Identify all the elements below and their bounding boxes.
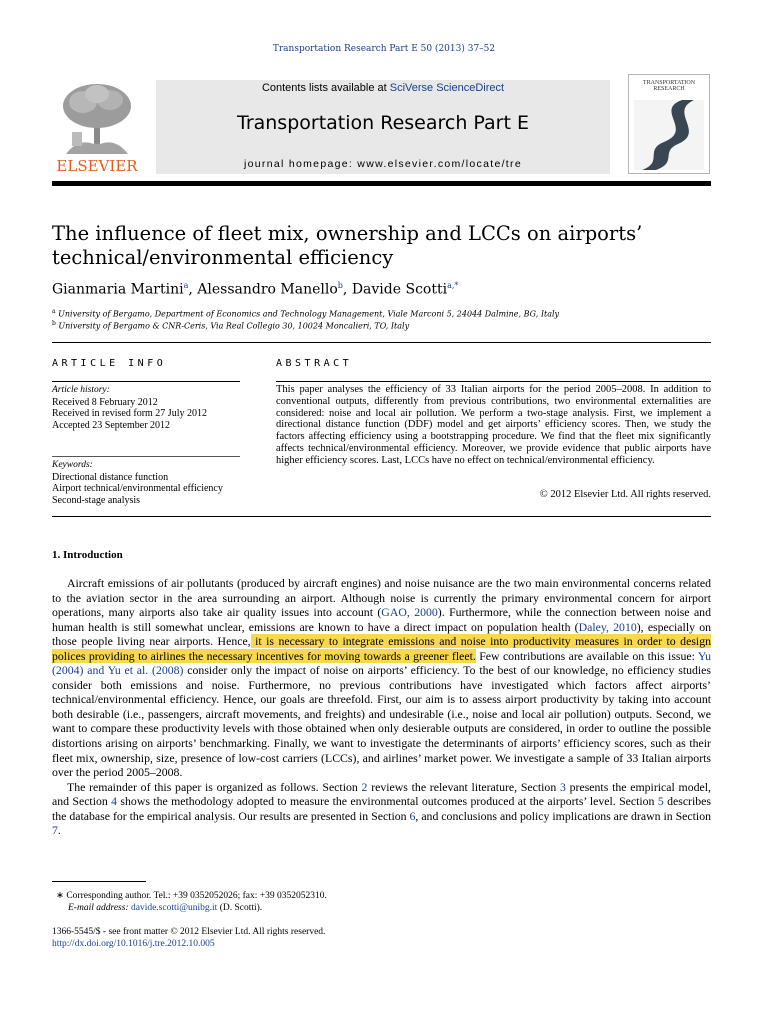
elsevier-tree-logo — [58, 82, 136, 156]
cover-road-graphic — [634, 100, 704, 170]
section-link-2[interactable]: 2 — [361, 779, 368, 794]
journal-citation[interactable]: Transportation Research Part E 50 (2013) 37–52 — [272, 44, 496, 54]
section-link-7[interactable]: 7 — [52, 823, 58, 838]
intro-text: shows the methodology adopted to measure the environmental outcomes produced at the airports’ level. Section — [117, 794, 658, 809]
affiliation-mark: b — [52, 320, 56, 327]
author-affil-mark[interactable]: a,* — [447, 281, 459, 290]
intro-text: , and conclusions and policy implications are drawn in Section — [415, 808, 711, 823]
elsevier-wordmark: ELSEVIER — [56, 157, 138, 175]
header-rule — [52, 181, 711, 186]
email-label: E-mail address: — [68, 903, 129, 913]
keywords-rule — [52, 456, 240, 457]
author-affil-mark[interactable]: b — [337, 281, 343, 290]
keyword-item: Airport technical/environmental efficiency — [52, 483, 223, 495]
email-note — [68, 903, 728, 913]
keywords-label: Keywords: — [52, 460, 93, 470]
section-link-6[interactable]: 6 — [409, 808, 416, 823]
front-matter-rule — [52, 342, 711, 343]
ref-daley-2010[interactable]: Daley, 2010 — [578, 619, 637, 634]
article-info-rule — [52, 381, 240, 382]
journal-title: Transportation Research Part E — [237, 112, 529, 134]
affiliation-text: University of Bergamo & CNR-Ceris, Via Real Collegio 30, 10024 Moncalieri, TO, Italy — [58, 321, 410, 331]
author-name[interactable]: Alessandro Manello — [197, 281, 338, 298]
intro-text: The remainder of this paper is organized as follows. Section — [67, 779, 362, 794]
ref-yu-2004-2008[interactable]: Yu (2004) and Yu et al. (2008) — [52, 648, 712, 678]
intro-text: . — [57, 823, 61, 838]
affiliation-text: University of Bergamo, Department of Economics and Technology Management, Viale Marconi 5, 24044 Dalmine, BG, Italy — [58, 309, 560, 319]
highlighted-text[interactable]: it is necessary to integrate emissions and noise into productivity measures in order to design polices providing to airlines the necessary incentives for moving towards a greener fleet. — [52, 634, 711, 663]
issn-line: 1366-5545/$ - see front matter © 2012 Elsevier Ltd. All rights reserved. — [52, 927, 326, 937]
contents-prefix: Contents lists available at — [261, 82, 390, 94]
article-title-line-2: technical/environmental efficiency — [52, 246, 394, 269]
intro-text: describes the database for the empirical analysis. Our results are presented in Section — [52, 794, 711, 823]
affiliation-mark: a — [52, 308, 56, 315]
affiliation-b — [52, 320, 712, 331]
history-item: Received 8 February 2012 — [52, 396, 158, 408]
abstract-rule — [276, 381, 711, 382]
email-suffix: (D. Scotti). — [217, 903, 263, 913]
introduction-heading: 1. Introduction — [52, 549, 123, 561]
history-label: Article history: — [52, 385, 110, 395]
article-title-line-1: The influence of fleet mix, ownership and LCCs on airports’ — [52, 222, 643, 245]
article-title — [52, 222, 712, 270]
intro-text: Few contributions are available on this issue: — [475, 648, 698, 663]
intro-text: consider only the impact of noise on airports’ efficiency. To the best of our knowledge, no efficiency studies consider both emissions and noise. Furthermore, no previous contributions have investigated which factors affect airports’ technical/environmental efficiency. Hence, our goals are threefold. First, our aim is to assess airport productivity by taking into account both desirable (i.e., passengers, aircraft movements, and freights) and undesirable (i.e., noise and local air pollution) outputs. Second, we want to compare these productivity levels with those obtained when only desierable outputs are considered, in order to outline the possible distortions arising on airports’ benchmarking. Finally, we want to investigate the determinants of airports’ efficiency scores, such as their fleet mix, ownership, size, presence of low-cost carriers (LCCs), and airlines’ market power. We investigate a sample of 33 Italian airports over the period 2005–2008. — [52, 663, 711, 780]
author-name[interactable]: Gianmaria Martini — [52, 281, 184, 298]
section-link-5[interactable]: 5 — [657, 794, 664, 809]
abstract-heading: ABSTRACT — [276, 358, 353, 369]
author-affil-mark[interactable]: a — [183, 281, 189, 290]
section-link-4[interactable]: 4 — [111, 794, 118, 809]
abstract-copyright: © 2012 Elsevier Ltd. All rights reserved. — [539, 489, 711, 500]
history-item: Received in revised form 27 July 2012 — [52, 408, 207, 420]
section-link-3[interactable]: 3 — [559, 779, 566, 794]
introduction-body — [52, 576, 711, 838]
abstract-bottom-rule — [52, 516, 711, 517]
author-separator: , — [342, 281, 352, 298]
author-email-link[interactable]: davide.scotti@unibg.it — [130, 903, 218, 913]
keyword-item: Directional distance function — [52, 471, 169, 483]
intro-text: ), especially on those people living near airports. Hence, — [52, 619, 711, 649]
keywords — [52, 460, 252, 506]
author-name[interactable]: Davide Scotti — [351, 281, 448, 298]
footnote-rule — [52, 881, 146, 882]
sciencedirect-link[interactable]: SciVerse ScienceDirect — [389, 82, 505, 94]
ref-gao-2000[interactable]: GAO, 2000 — [381, 605, 438, 620]
article-history — [52, 385, 240, 431]
journal-homepage[interactable]: journal homepage: www.elsevier.com/locate/tre — [244, 158, 522, 170]
intro-text: ). Furthermore, while the connection between noise and human health is still somewhat unclear, emissions are known to have a direct impact on population health ( — [52, 605, 711, 634]
affiliation-a — [52, 308, 712, 319]
author-separator: , — [188, 281, 198, 298]
intro-paragraph-1 — [52, 576, 711, 780]
history-item: Accepted 23 September 2012 — [52, 419, 171, 431]
keyword-item: Second-stage analysis — [52, 494, 141, 506]
intro-text: reviews the relevant literature, Section — [367, 779, 560, 794]
doi-link[interactable]: http://dx.doi.org/10.1016/j.tre.2012.10.005 — [52, 939, 215, 949]
intro-text: presents the empirical model, and Section — [52, 779, 711, 809]
author-list — [52, 281, 712, 298]
article-info-heading: ARTICLE INFO — [52, 358, 167, 369]
abstract-text: This paper analyses the efficiency of 33 Italian airports for the period 2005–2008. In addition to conventional outputs, differently from previous contributions, two environmental externalities are considered: noise and local air pollution. We perform a two-stage analysis. First, we implement a directional distance function (DDF) model and get airports’ efficiency scores. Then, we study the factors affecting efficiency using a bootstrapping procedure. We find that the fleet mix significantly affects technical/environmental efficiency. Moreover, we provide evidence that public airports have higher efficiency scores. Last, LCCs have no effect on technical/environmental efficiency. — [276, 384, 711, 466]
contents-line — [156, 82, 610, 94]
intro-paragraph-2 — [52, 780, 711, 838]
cover-title: TRANSPORTATION RESEARCH — [642, 80, 696, 92]
intro-text: Aircraft emissions of air pollutants (produced by aircraft engines) and noise nuisance are the two main environmental concerns related to the aviation sector in the area surrounding an airport. Although noise is currently the primary environmental concern for airport operations, many airports also take air quality issues into account ( — [52, 576, 711, 620]
corresponding-author-note: ∗ Corresponding author. Tel.: +39 0352052026; fax: +39 0352052310. — [56, 891, 327, 901]
